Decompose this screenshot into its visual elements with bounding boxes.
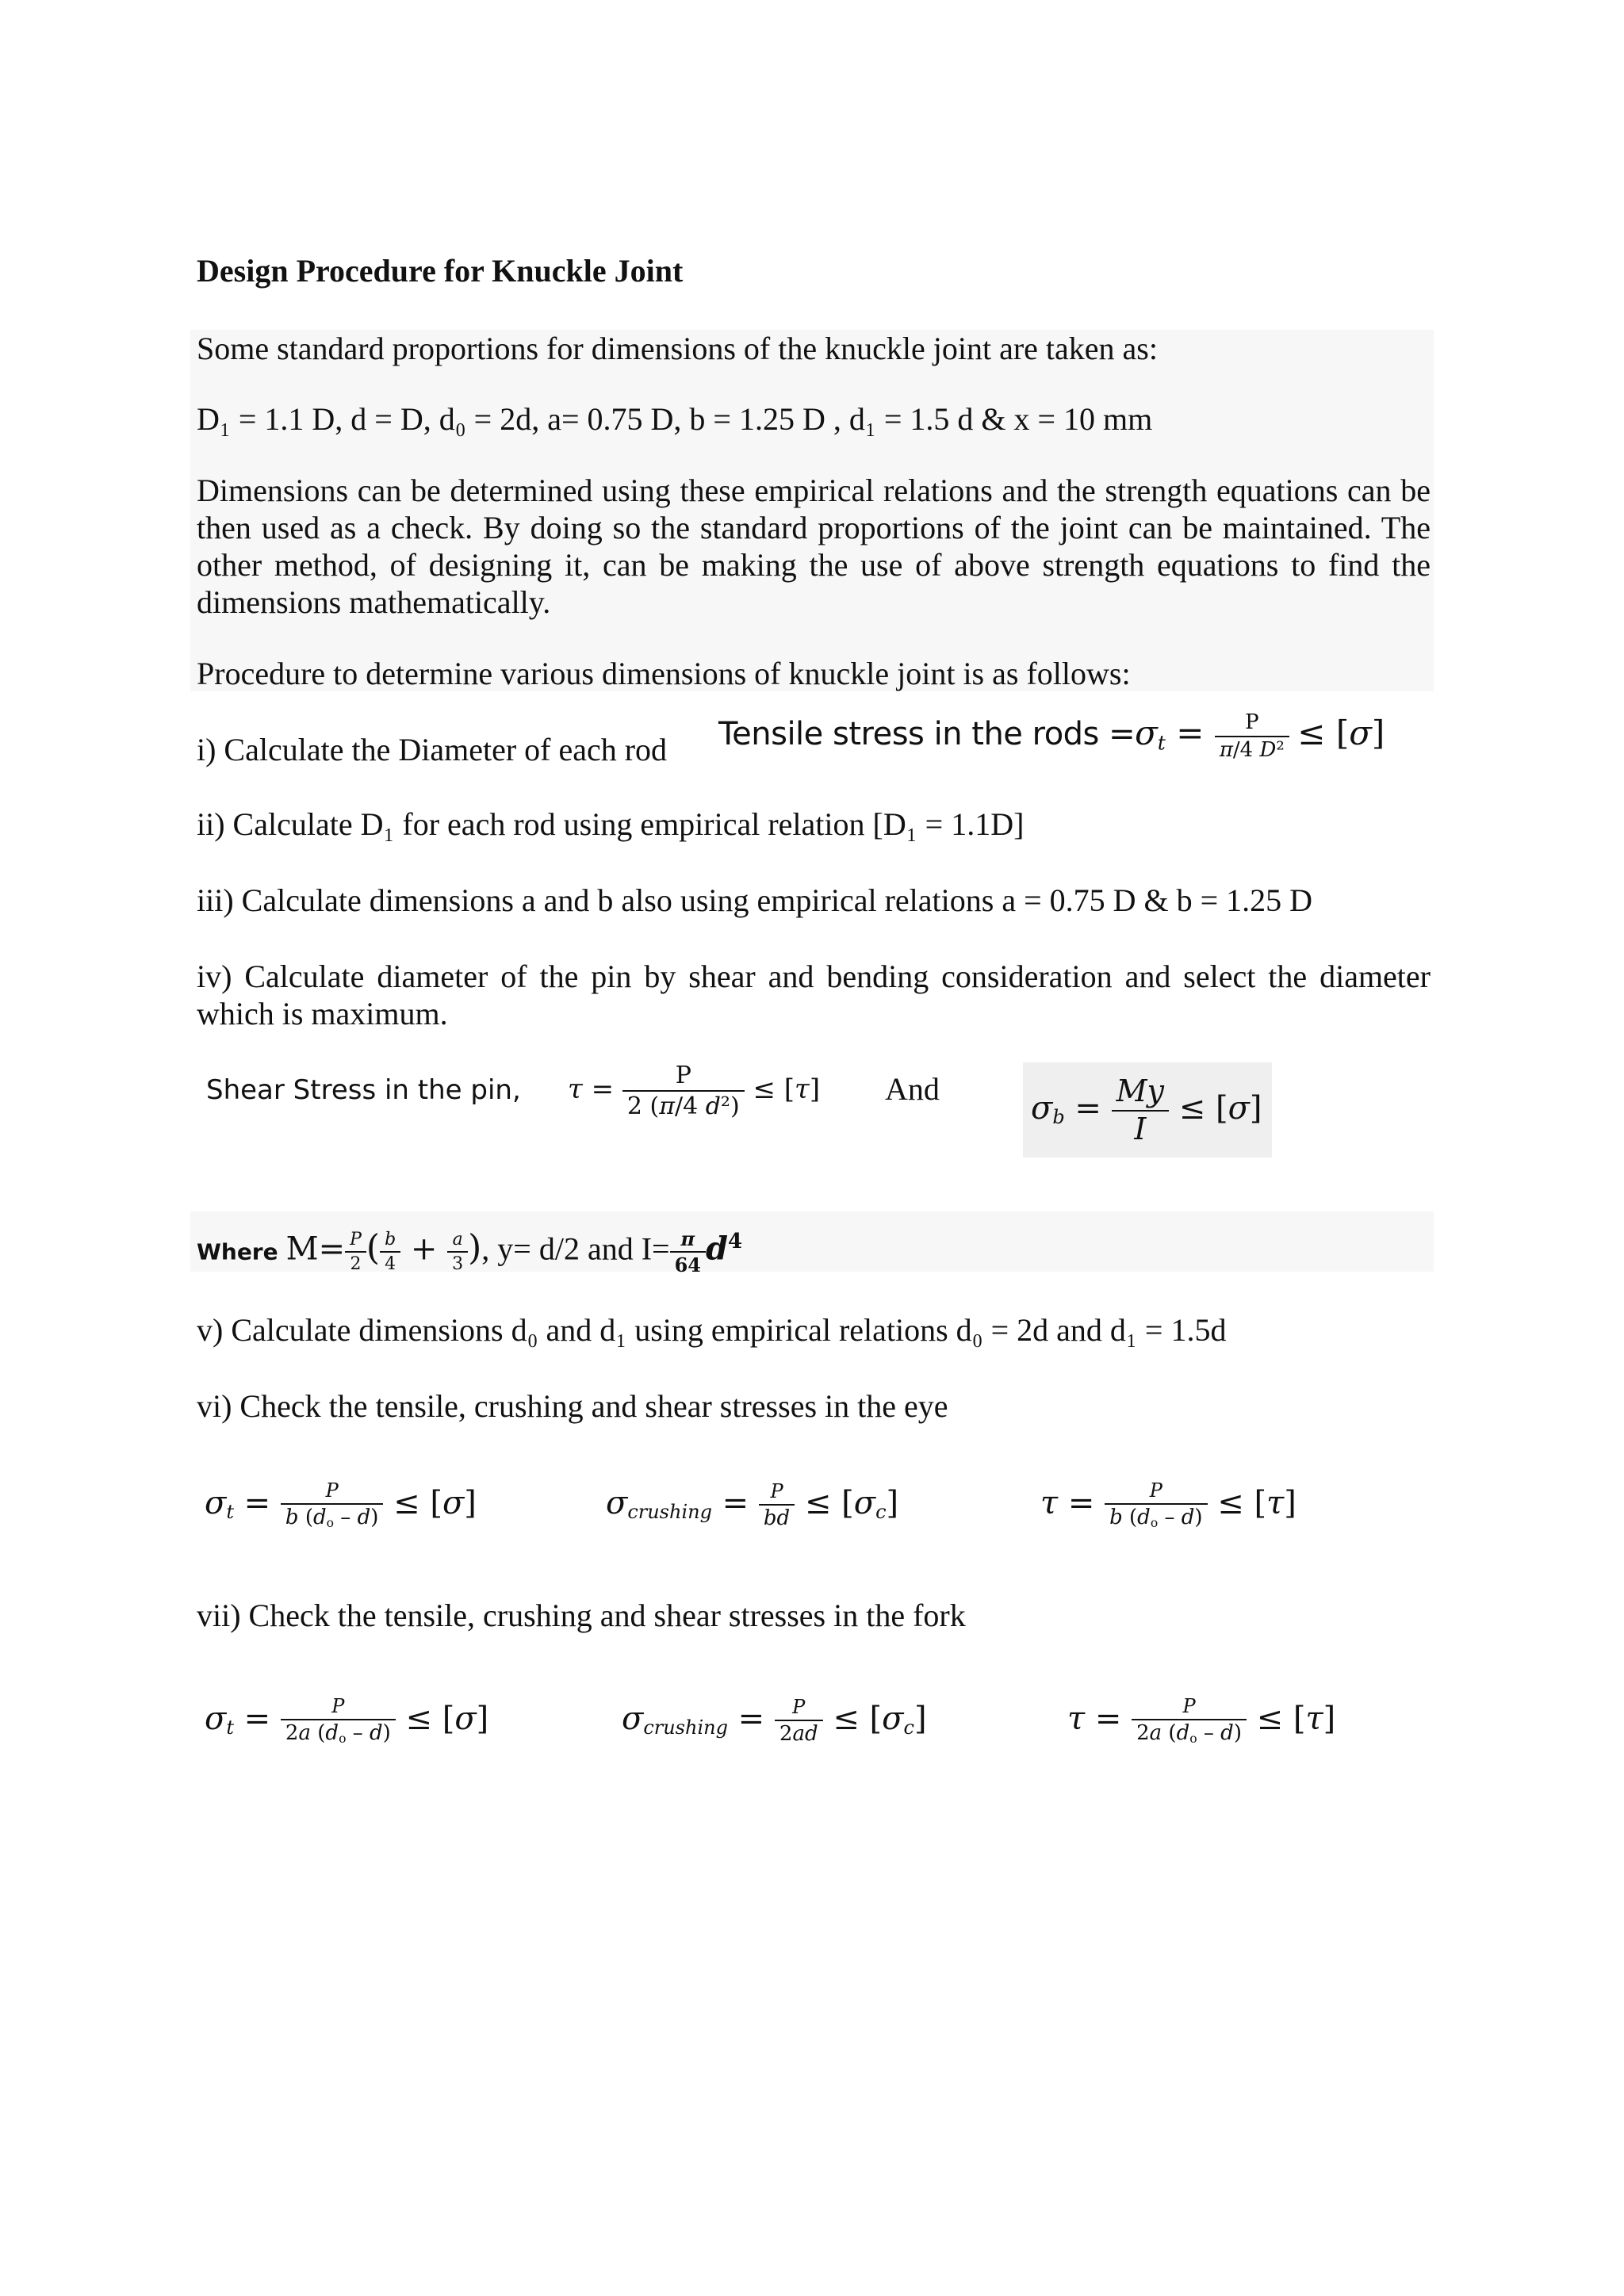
shear-stress-formula	[206, 1062, 521, 1119]
step-1-text: i) Calculate the Diameter of each rod	[197, 732, 668, 767]
fork-shear-equation: τ = $\frac{P}{2a (d_o - d)}$ ≤ [τ]	[1067, 1695, 1336, 1747]
fraction-shear: $\frac{P}{\text{2 (π/4 d²)}}$	[622, 1063, 745, 1119]
fraction-eye-shear: $\frac{P}{b (d_o - d)}$	[1105, 1481, 1207, 1529]
fraction-eye-tensile: $\frac{P}{b (d_o - d)}$	[281, 1481, 383, 1529]
fraction-p-over-2: $\frac{P}{2}$	[345, 1230, 366, 1273]
intro-text: Some standard proportions for dimensions of the knuckle joint are taken as:	[197, 331, 1158, 366]
eye-shear-equation: τ = $\frac{P}{b (d_o - d)}$ ≤ [τ]	[1040, 1479, 1297, 1531]
tensile-stress-formula: Tensile stress in the rods $=\sigma_t$ = $\frac{P}{\text{π/4 D²}}$ ≤ [σ]	[718, 710, 1385, 763]
step-7: vii) Check the tensile, crushing and shear stresses in the fork	[197, 1598, 966, 1633]
where-y-text: , y= d/2 and I=	[481, 1230, 670, 1267]
step-3: iii) Calculate dimensions a and b also using empirical relations a = 0.75 D & b = 1.25 D	[197, 882, 1313, 918]
step-2: ii) Calculate D₁ for each rod using empirical relation [D₁ = 1.1D]	[197, 806, 1025, 842]
fork-tensile-equation: $\sigma_t$ = $\frac{P}{2a (d_o - d)}$ ≤ [σ]	[205, 1695, 489, 1747]
shear-stress-label: Shear Stress in the pin,	[206, 1074, 521, 1106]
fraction-a-over-3: $\frac{a}{3}$	[447, 1230, 468, 1273]
fraction-my-over-i: $\frac{My}{I}$	[1112, 1076, 1169, 1146]
fraction-fork-tensile: $\frac{P}{2a (d_o - d)}$	[281, 1697, 396, 1745]
fraction-p-over-area: $\frac{P}{\text{π/4 D²}}$	[1215, 712, 1289, 762]
shear-stress-equation: τ = $\frac{P}{\text{2 (π/4 d²)}}$ ≤ [τ]	[568, 1061, 821, 1120]
tensile-stress-label: Tensile stress in the rods =	[718, 716, 1136, 752]
fraction-pi-over-64: $\frac{\pi}{64}$	[670, 1229, 706, 1275]
step-5: v) Calculate dimensions d₀ and d₁ using empirical relations d₀ = 2d and d₁ = 1.5d	[197, 1312, 1227, 1348]
where-line: Where M= $\frac{P}{2}$ ( $\frac{b}{4}$ + $\frac{a}{3}$ ), y= d/2 and I= $\frac{\pi}{64}$ $d^4$	[197, 1226, 743, 1277]
eye-tensile-equation: $\sigma_t$ = $\frac{P}{b (d_o - d)}$ ≤ [σ]	[205, 1479, 477, 1531]
and-connector: And	[885, 1071, 940, 1107]
where-label: Where	[197, 1238, 278, 1265]
step-1	[197, 728, 667, 772]
step-4: iv) Calculate diameter of the pin by shear and bending consideration and select the diameter which is maximum.	[197, 959, 1431, 1031]
bending-stress-equation: $\sigma_b$ = $\frac{My}{I}$ ≤ [σ]	[1031, 1073, 1262, 1146]
page-title: Design Procedure for Knuckle Joint	[197, 253, 684, 289]
procedure-intro: Procedure to determine various dimensions of knuckle joint is as follows:	[197, 656, 1131, 691]
fork-crushing-equation: $\sigma_{crushing}$ = $\frac{P}{2ad}$ ≤ $[\sigma_c]$	[622, 1695, 927, 1746]
fraction-b-over-4: $\frac{b}{4}$	[380, 1230, 400, 1273]
explanation-paragraph: Dimensions can be determined using these empirical relations and the strength equations can be then used as a check. By doing so the standard proportions of the joint can be maintained. The other method, of designing it, can be making the use of above strength equations to find the dimensions mathematically.	[197, 473, 1431, 620]
step-6: vi) Check the tensile, crushing and shear stresses in the eye	[197, 1388, 948, 1424]
fraction-eye-crushing: $\frac{P}{bd}$	[759, 1482, 795, 1529]
eye-crushing-equation: $\sigma_{crushing}$ = $\frac{P}{bd}$ ≤ $[\sigma_c]$	[606, 1479, 899, 1530]
fraction-fork-crushing: $\frac{P}{2ad}$	[775, 1697, 823, 1745]
fraction-fork-shear: $\frac{P}{2a (d_o - d)}$	[1132, 1697, 1247, 1745]
proportions-text: D₁ = 1.1 D, d = D, d₀ = 2d, a= 0.75 D, b = 1.25 D , d₁ = 1.5 d & x = 10 mm	[197, 401, 1153, 437]
